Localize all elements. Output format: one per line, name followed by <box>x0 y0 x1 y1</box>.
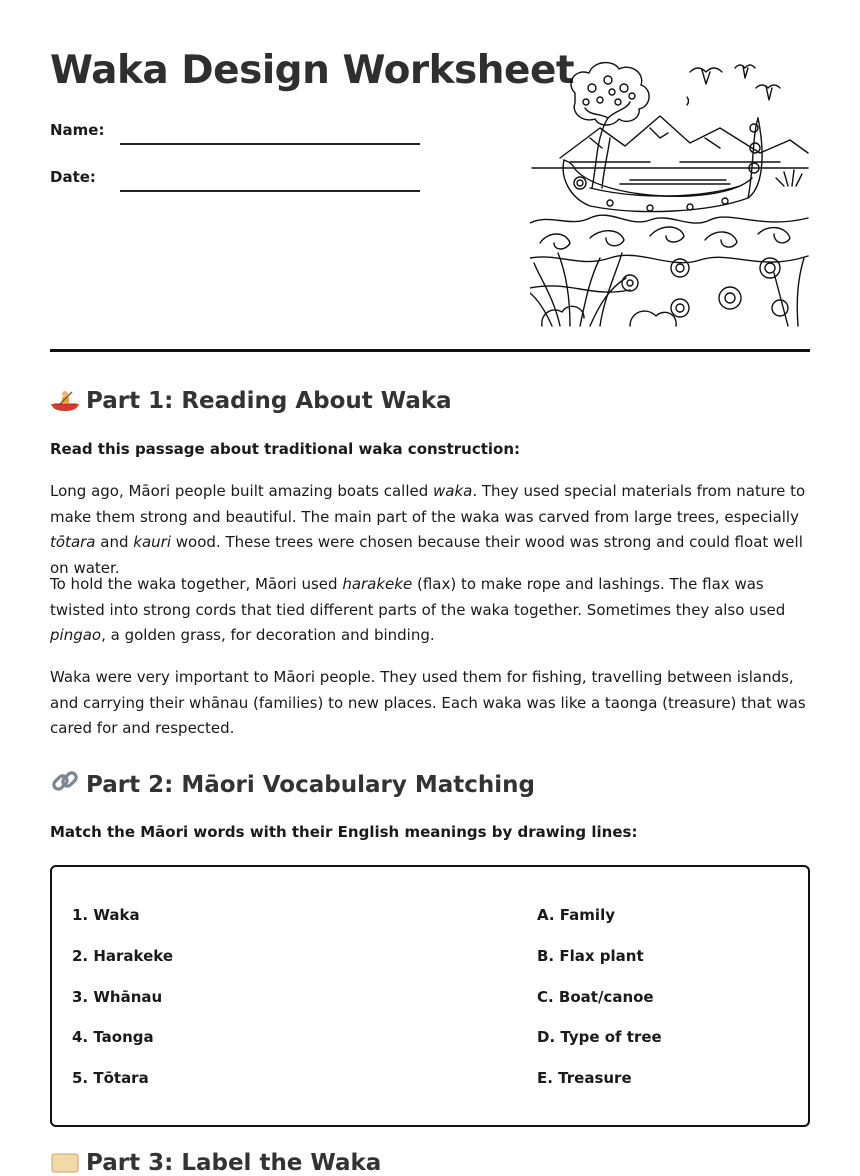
part1-heading-text: Part 1: Reading About Waka <box>86 388 452 414</box>
section-divider <box>50 349 810 352</box>
maori-word[interactable]: 4. Taonga <box>72 1028 154 1046</box>
name-label: Name: <box>50 121 105 139</box>
date-label: Date: <box>50 168 96 186</box>
part1-paragraph-3: Waka were very important to Māori people. They used them for fishing, travelling between islands, and carrying their whānau (families) to new places. Each waka was like a taonga (treasure) that was cared for and respected. <box>50 668 806 737</box>
date-line[interactable] <box>120 190 420 192</box>
maori-word[interactable]: 1. Waka <box>72 906 140 924</box>
english-meaning[interactable]: C. Boat/canoe <box>537 988 654 1006</box>
maori-word[interactable]: 3. Whānau <box>72 988 163 1006</box>
english-meaning[interactable]: E. Treasure <box>537 1069 632 1087</box>
name-line[interactable] <box>120 143 420 145</box>
part1-instruction: Read this passage about traditional waka construction: <box>50 440 521 458</box>
part1-heading <box>50 388 452 414</box>
vocabulary-matching-box <box>50 865 810 1127</box>
english-meaning[interactable]: D. Type of tree <box>537 1028 662 1046</box>
english-meaning[interactable]: B. Flax plant <box>537 947 644 965</box>
canoe-emoji <box>50 390 80 412</box>
waka-canoe-illustration <box>530 58 810 328</box>
maori-word[interactable]: 5. Tōtara <box>72 1069 149 1087</box>
part2-heading-text: Part 2: Māori Vocabulary Matching <box>86 772 535 798</box>
part3-heading <box>50 1150 381 1176</box>
english-meaning[interactable]: A. Family <box>537 906 615 924</box>
part2-heading <box>50 766 535 798</box>
part3-heading-text: Part 3: Label the Waka <box>86 1150 382 1176</box>
part1-paragraph-1: Long ago, Māori people built amazing boats called waka. They used special materials from nature to make them strong and beautiful. The main part of the waka was carved from large trees, especially tōtara and kauri wood. These trees were chosen because their wood was strong and could float well on water. <box>50 482 806 577</box>
part1-paragraph-2: To hold the waka together, Māori used harakeke (flax) to make rope and lashings. The flax was twisted into strong cords that tied different parts of the waka together. Sometimes they also used pingao, a golden grass, for decoration and binding. <box>50 575 786 644</box>
label-emoji <box>50 1152 80 1174</box>
maori-word[interactable]: 2. Harakeke <box>72 947 174 965</box>
part2-instruction: Match the Māori words with their English meanings by drawing lines: <box>50 823 638 841</box>
link-emoji <box>50 766 80 796</box>
page-title: Waka Design Worksheet <box>50 48 575 93</box>
